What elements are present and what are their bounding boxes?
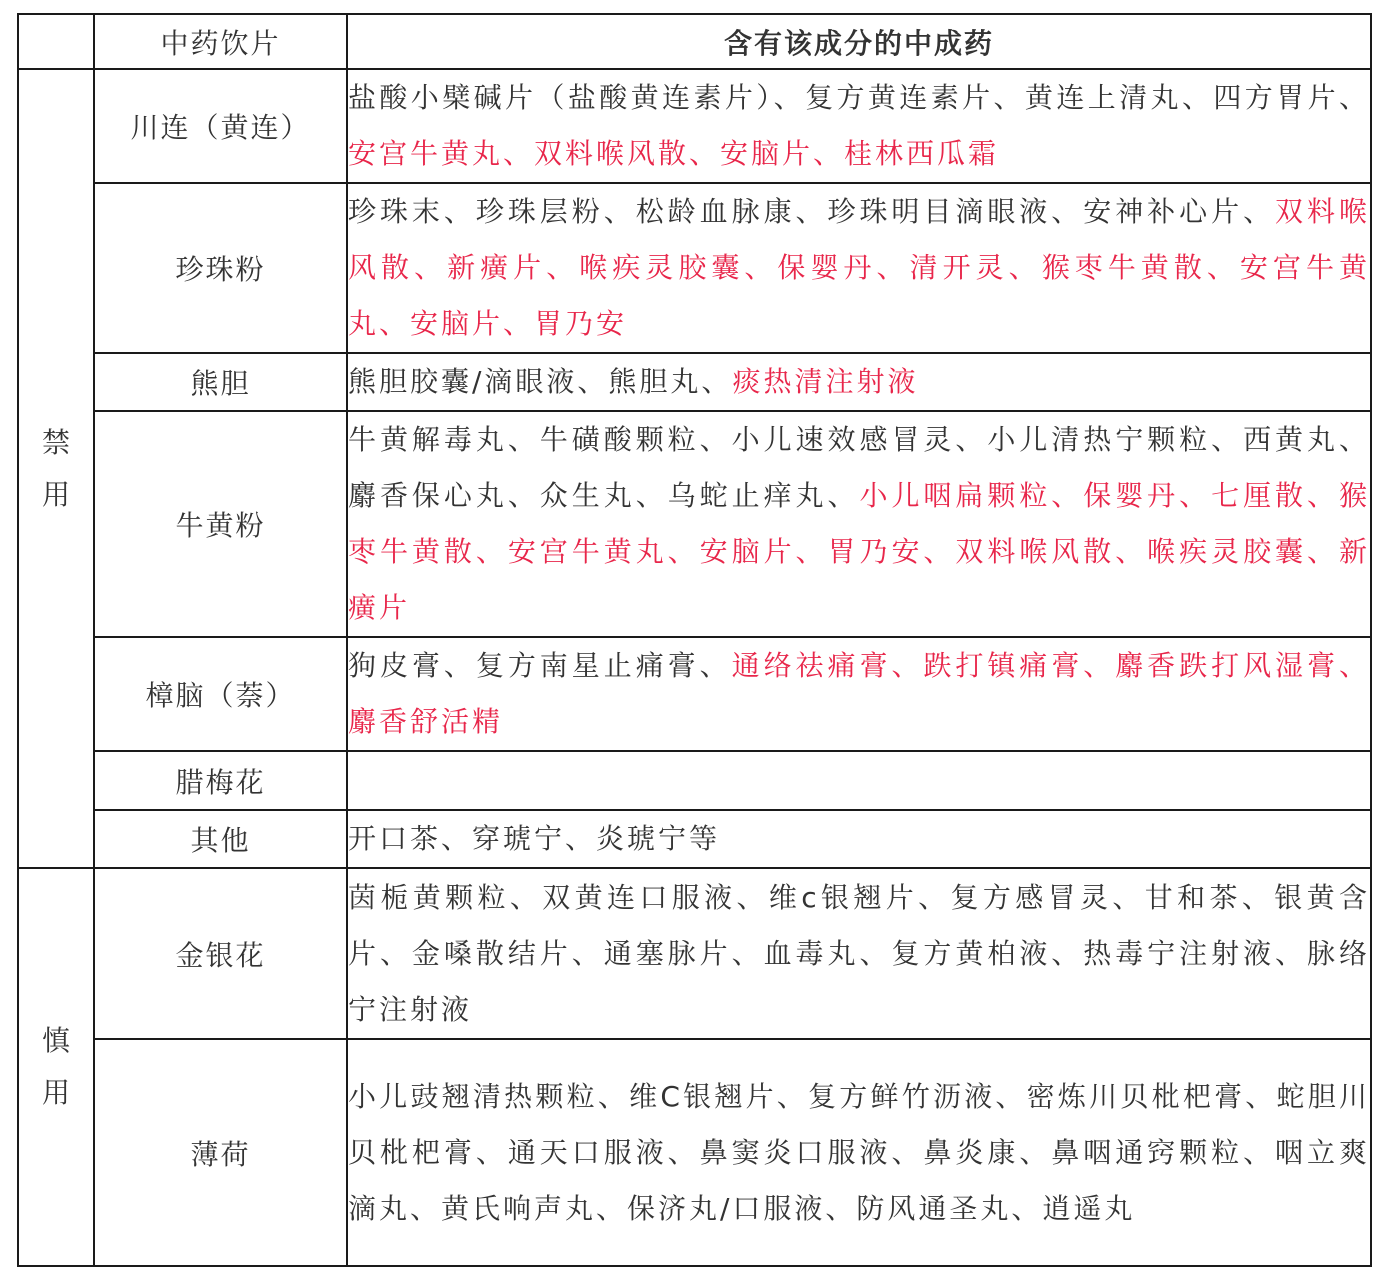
products-cell [347,868,1371,1039]
products-highlight: 通络祛痛膏、跌打镇痛膏、麝香跌打风湿膏、麝香舒活精 [348,649,1370,738]
herb-cell: 薄荷 [94,1039,347,1266]
category-cell [18,868,94,1266]
products-highlight: 痰热清注射液 [732,365,919,398]
medicine-table [17,13,1372,1267]
table-row [18,751,1371,810]
products-text: 开口茶、穿琥宁、炎琥宁等 [348,822,721,855]
products-text: 狗皮膏、复方南星止痛膏、 [348,649,732,682]
products-text: 小儿豉翘清热颗粒、维C银翘片、复方鲜竹沥液、密炼川贝枇杷膏、蛇胆川贝枇杷膏、通天口服液、鼻窦炎口服液、鼻炎康、鼻咽通窍颗粒、咽立爽滴丸、黄氏响声丸、保济丸/口服液、防风通圣丸、逍遥丸 [348,1079,1370,1225]
products-highlight: 安宫牛黄丸、双料喉风散、安脑片、桂林西瓜霜 [348,137,1000,170]
table-row [18,1039,1371,1266]
herb-cell: 樟脑（萘） [94,637,347,751]
products-text: 熊胆胶囊/滴眼液、熊胆丸、 [348,365,733,398]
header-category [18,14,94,69]
products-text: 牛黄解毒丸、牛磺酸颗粒、小儿速效感冒灵、小儿清热宁颗粒、西黄丸、麝香保心丸、众生丸、乌蛇止痒丸、 [348,423,1370,512]
table-row [18,411,1371,637]
header-row [18,14,1371,69]
header-products: 含有该成分的中成药 [347,14,1371,69]
products-cell [347,69,1371,183]
table-row [18,353,1371,411]
table-row [18,868,1371,1039]
herb-cell: 熊胆 [94,353,347,411]
herb-cell: 金银花 [94,868,347,1039]
products-text: 茵栀黄颗粒、双黄连口服液、维c银翘片、复方感冒灵、甘和茶、银黄含片、金嗓散结片、通塞脉片、血毒丸、复方黄柏液、热毒宁注射液、脉络宁注射液 [348,880,1370,1026]
products-cell [347,1039,1371,1266]
table-row [18,183,1371,353]
herb-cell: 川连（黄连） [94,69,347,183]
herb-cell: 腊梅花 [94,751,347,810]
table-row [18,637,1371,751]
category-cell [18,69,94,868]
products-text: 珍珠末、珍珠层粉、松龄血脉康、珍珠明目滴眼液、安神补心片、 [348,195,1276,228]
header-herb: 中药饮片 [94,14,347,69]
products-cell [347,810,1371,868]
products-text: 盐酸小檗碱片（盐酸黄连素片）、复方黄连素片、黄连上清丸、四方胃片、 [348,81,1370,114]
products-cell [347,411,1371,637]
herb-cell: 其他 [94,810,347,868]
products-highlight: 双料喉风散、新癀片、喉疾灵胶囊、保婴丹、清开灵、猴枣牛黄散、安宫牛黄丸、安脑片、胃乃安 [348,195,1370,340]
category-label: 慎用 [41,1024,70,1109]
table-row [18,69,1371,183]
products-cell [347,751,1371,810]
category-label: 禁用 [41,425,70,511]
table-row [18,810,1371,868]
products-cell [347,637,1371,751]
herb-cell: 珍珠粉 [94,183,347,353]
products-cell [347,353,1371,411]
products-highlight: 小儿咽扁颗粒、保婴丹、七厘散、猴枣牛黄散、安宫牛黄丸、安脑片、胃乃安、双料喉风散、喉疾灵胶囊、新癀片 [348,479,1370,624]
herb-cell: 牛黄粉 [94,411,347,637]
products-cell [347,183,1371,353]
